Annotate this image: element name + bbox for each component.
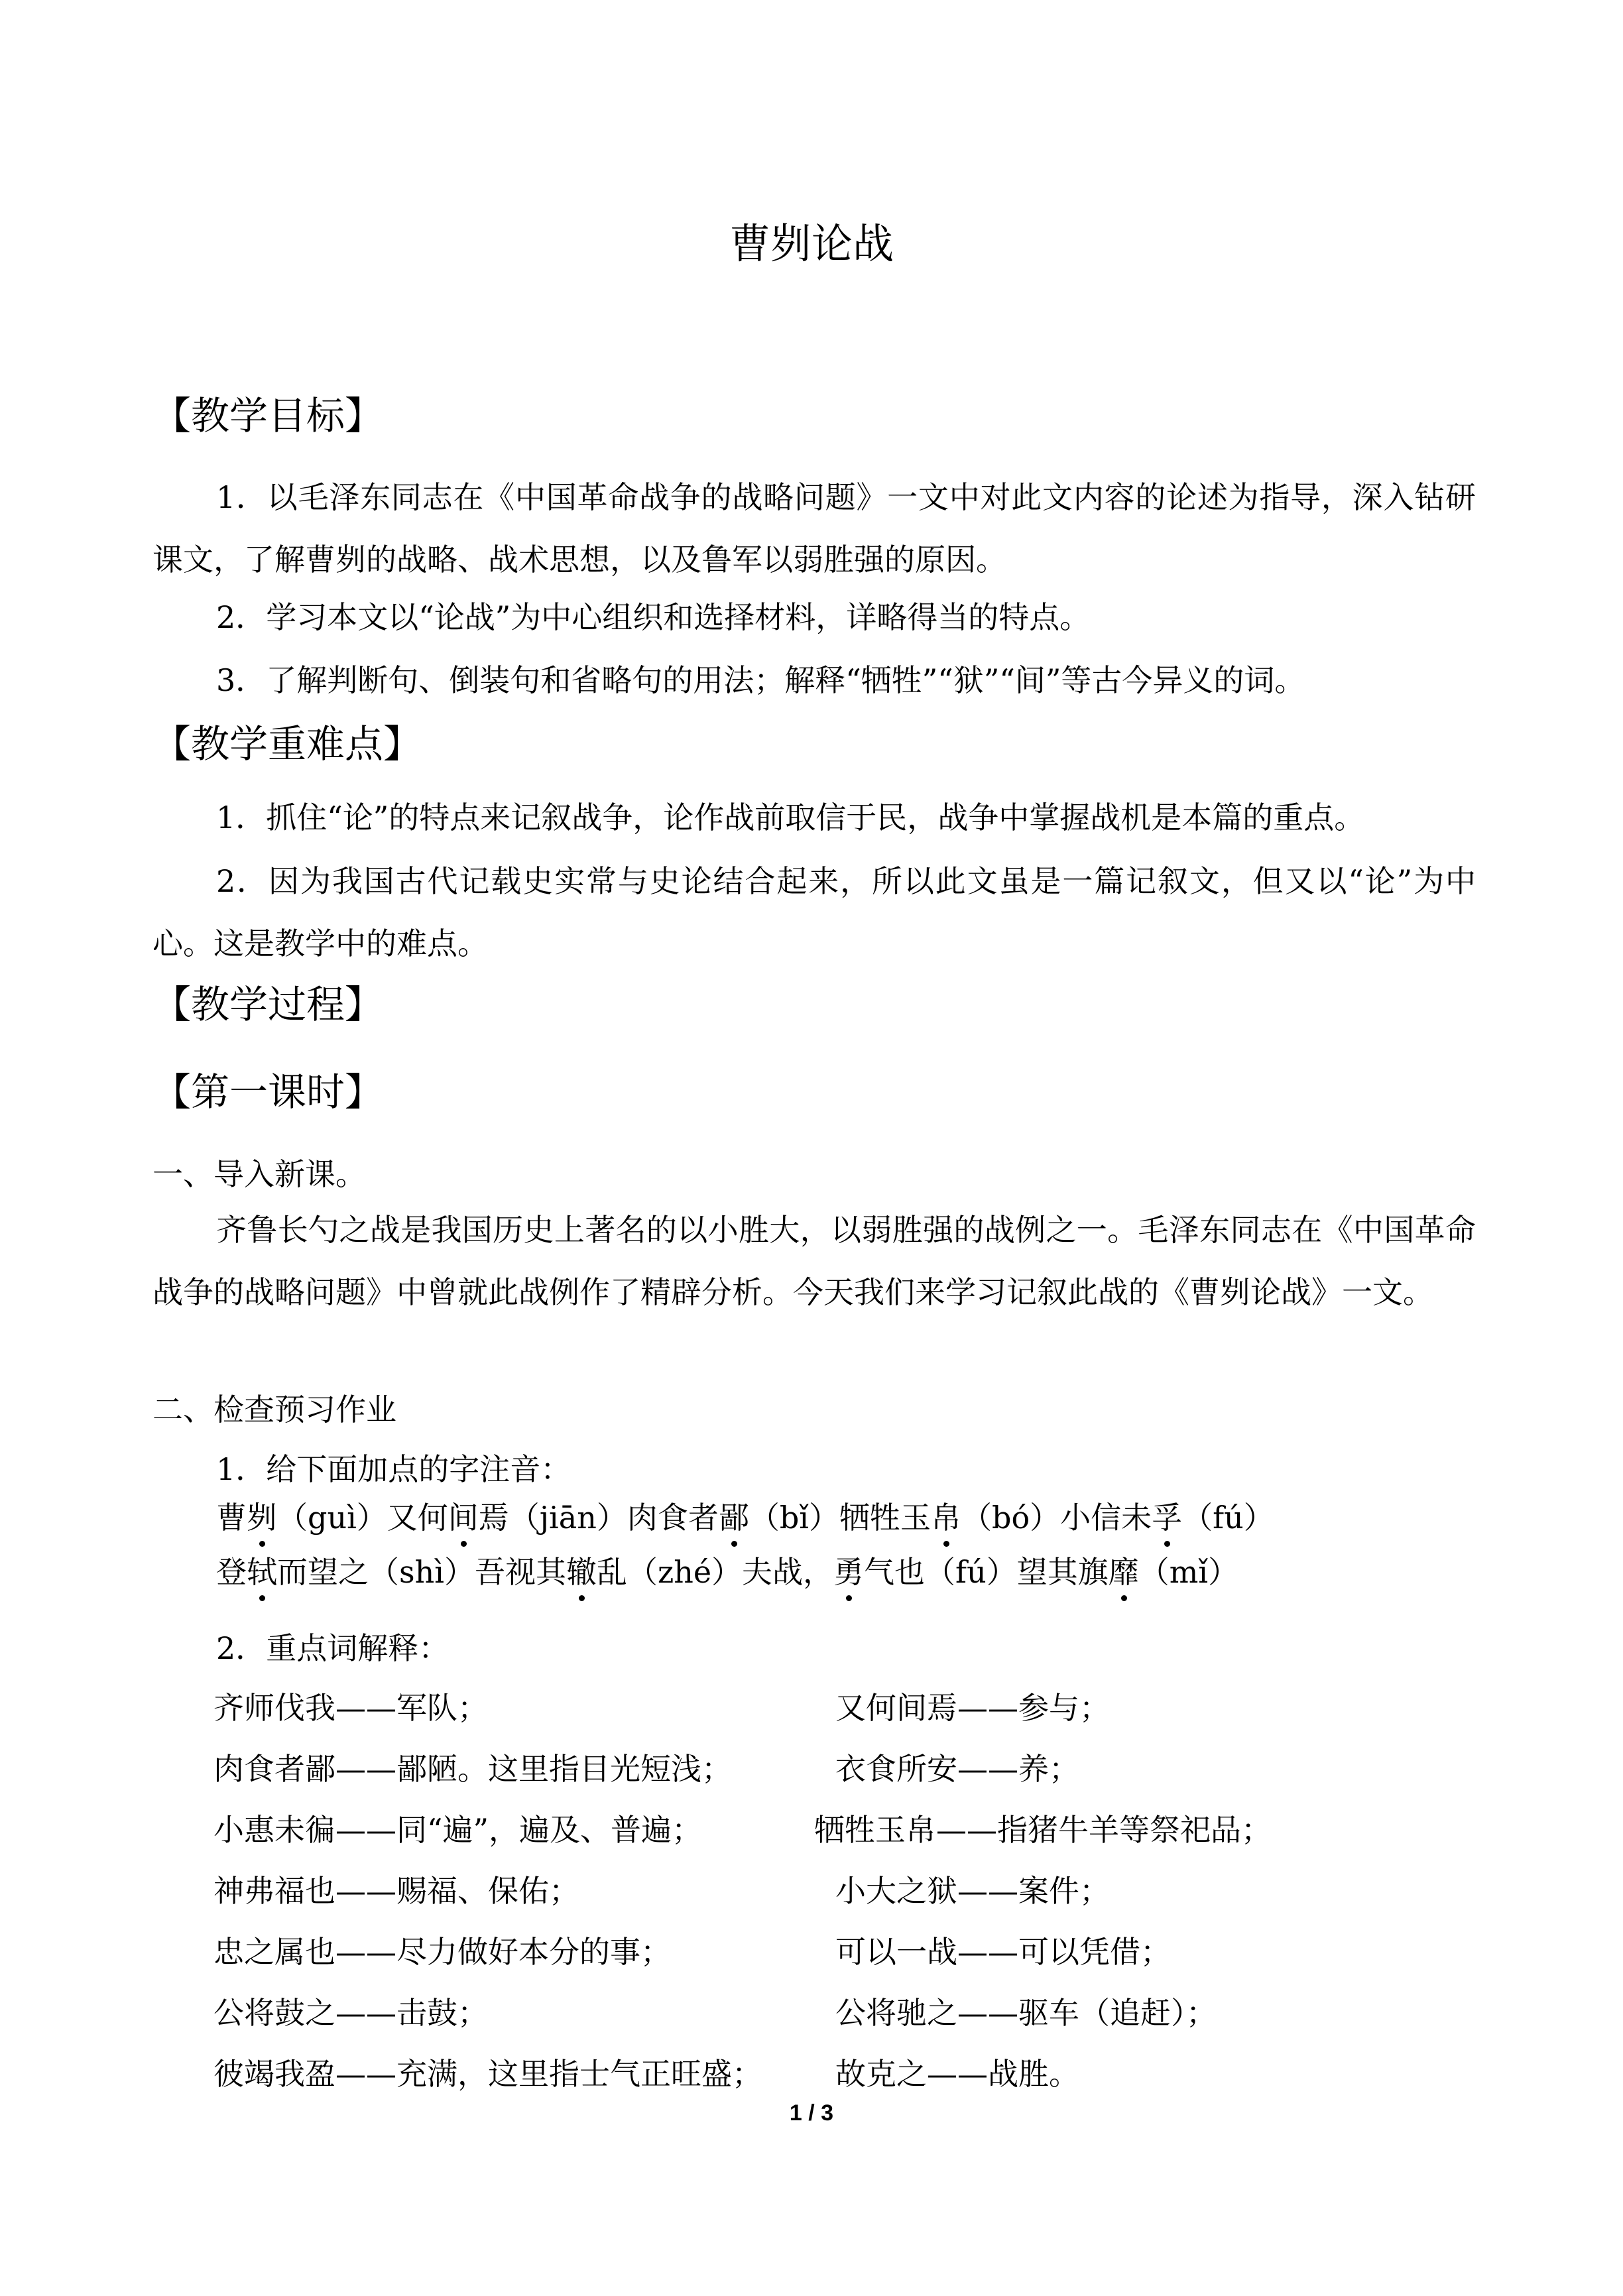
intro-text: 齐鲁长勺之战是我国历史上著名的以小胜大，以弱胜强的战例之一。毛泽东同志在《中国革命战争的战略问题》中曾就此战例作了精辟分析。今天我们来学习记叙此战的《曹刿论战》一文。 <box>152 1212 1476 1310</box>
word-left: 小惠未徧——同“遍”，遍及、普遍； <box>213 1812 703 1848</box>
objective-item-3: 3．了解判断句、倒装句和省略句的用法；解释“牺牲”“狱”“间”等古今异义的词。 <box>216 662 1305 698</box>
dotted-char: 勇 <box>833 1548 864 1592</box>
heading-keypoints: 【教学重难点】 <box>152 721 422 766</box>
pinyin-line-1 <box>216 1494 1274 1538</box>
objective-item-1: 1．以毛泽东同志在《中国革命战争的战略问题》一文中对此文内容的论述为指导，深入钻研课文，了解曹刿的战略、战术思想，以及鲁军以弱胜强的原因。 <box>152 479 1476 577</box>
word-left: 神弗福也——赐福、保佑； <box>213 1873 579 1909</box>
word-right: 又何间焉——参与； <box>835 1690 1110 1726</box>
objective-item-2: 2．学习本文以“论战”为中心组织和选择材料，详略得当的特点。 <box>216 599 1091 635</box>
heading-lesson1: 【第一课时】 <box>152 1069 384 1115</box>
pinyin-text: 曹 <box>216 1500 247 1536</box>
preview-heading: 二、检查预习作业 <box>152 1392 396 1427</box>
word-right: 衣食所安——养； <box>835 1751 1079 1787</box>
word-left: 公将鼓之——击鼓； <box>213 1995 488 2031</box>
dotted-char: 靡 <box>1109 1548 1139 1592</box>
pinyin-text: （bó）小信未 <box>961 1500 1152 1536</box>
dotted-char: 帛 <box>931 1494 961 1538</box>
dotted-char: 孚 <box>1152 1494 1182 1538</box>
pinyin-text: （bǐ）牺牲玉 <box>749 1500 931 1536</box>
word-right: 公将驰之——驱车（追赶）； <box>835 1995 1217 2031</box>
pinyin-text: 气也（fú）望其旗 <box>864 1554 1109 1590</box>
word-right: 故克之——战胜。 <box>835 2056 1079 2092</box>
heading-process: 【教学过程】 <box>152 982 384 1027</box>
keypoint-item-1: 1．抓住“论”的特点来记叙战争，论作战前取信于民，战争中掌握战机是本篇的重点。 <box>216 800 1365 835</box>
heading-objectives: 【教学目标】 <box>152 393 384 438</box>
word-left: 彼竭我盈——充满，这里指士气正旺盛； <box>213 2056 762 2092</box>
pinyin-text: 登 <box>216 1554 247 1590</box>
words-title: 2．重点词解释： <box>216 1630 450 1666</box>
pinyin-title: 1．给下面加点的字注音： <box>216 1451 571 1487</box>
pinyin-text: 乱（zhé）夫战， <box>596 1554 834 1590</box>
word-left: 肉食者鄙——鄙陋。这里指目光短浅； <box>213 1751 732 1787</box>
word-right: 小大之狱——案件； <box>835 1873 1110 1909</box>
dotted-char: 间 <box>448 1494 479 1538</box>
intro-heading: 一、导入新课。 <box>152 1156 366 1192</box>
pinyin-text: 焉（jiān）肉食者 <box>478 1500 719 1536</box>
pinyin-line-2 <box>216 1548 1238 1592</box>
word-left: 齐师伐我——军队； <box>213 1690 488 1726</box>
pinyin-text: （mǐ） <box>1138 1554 1239 1590</box>
dotted-char: 鄙 <box>719 1494 749 1538</box>
dotted-char: 轼 <box>247 1548 277 1592</box>
word-right: 牺牲玉帛——指猪牛羊等祭祀品； <box>814 1812 1272 1848</box>
dotted-char: 刿 <box>247 1494 277 1538</box>
word-right: 可以一战——可以凭借； <box>835 1934 1171 1970</box>
word-left: 忠之属也——尽力做好本分的事； <box>213 1934 671 1970</box>
page-number: 1 / 3 <box>789 2100 834 2126</box>
keypoint-item-2: 2．因为我国古代记载史实常与史论结合起来，所以此文虽是一篇记叙文，但又以“论”为中心。这是教学中的难点。 <box>152 863 1476 961</box>
dotted-char: 辙 <box>566 1548 597 1592</box>
page-title: 曹刿论战 <box>729 219 894 268</box>
pinyin-text: （guì）又何 <box>277 1500 448 1536</box>
pinyin-text: 而望之（shì）吾视其 <box>277 1554 566 1590</box>
pinyin-text: （fú） <box>1182 1500 1274 1536</box>
